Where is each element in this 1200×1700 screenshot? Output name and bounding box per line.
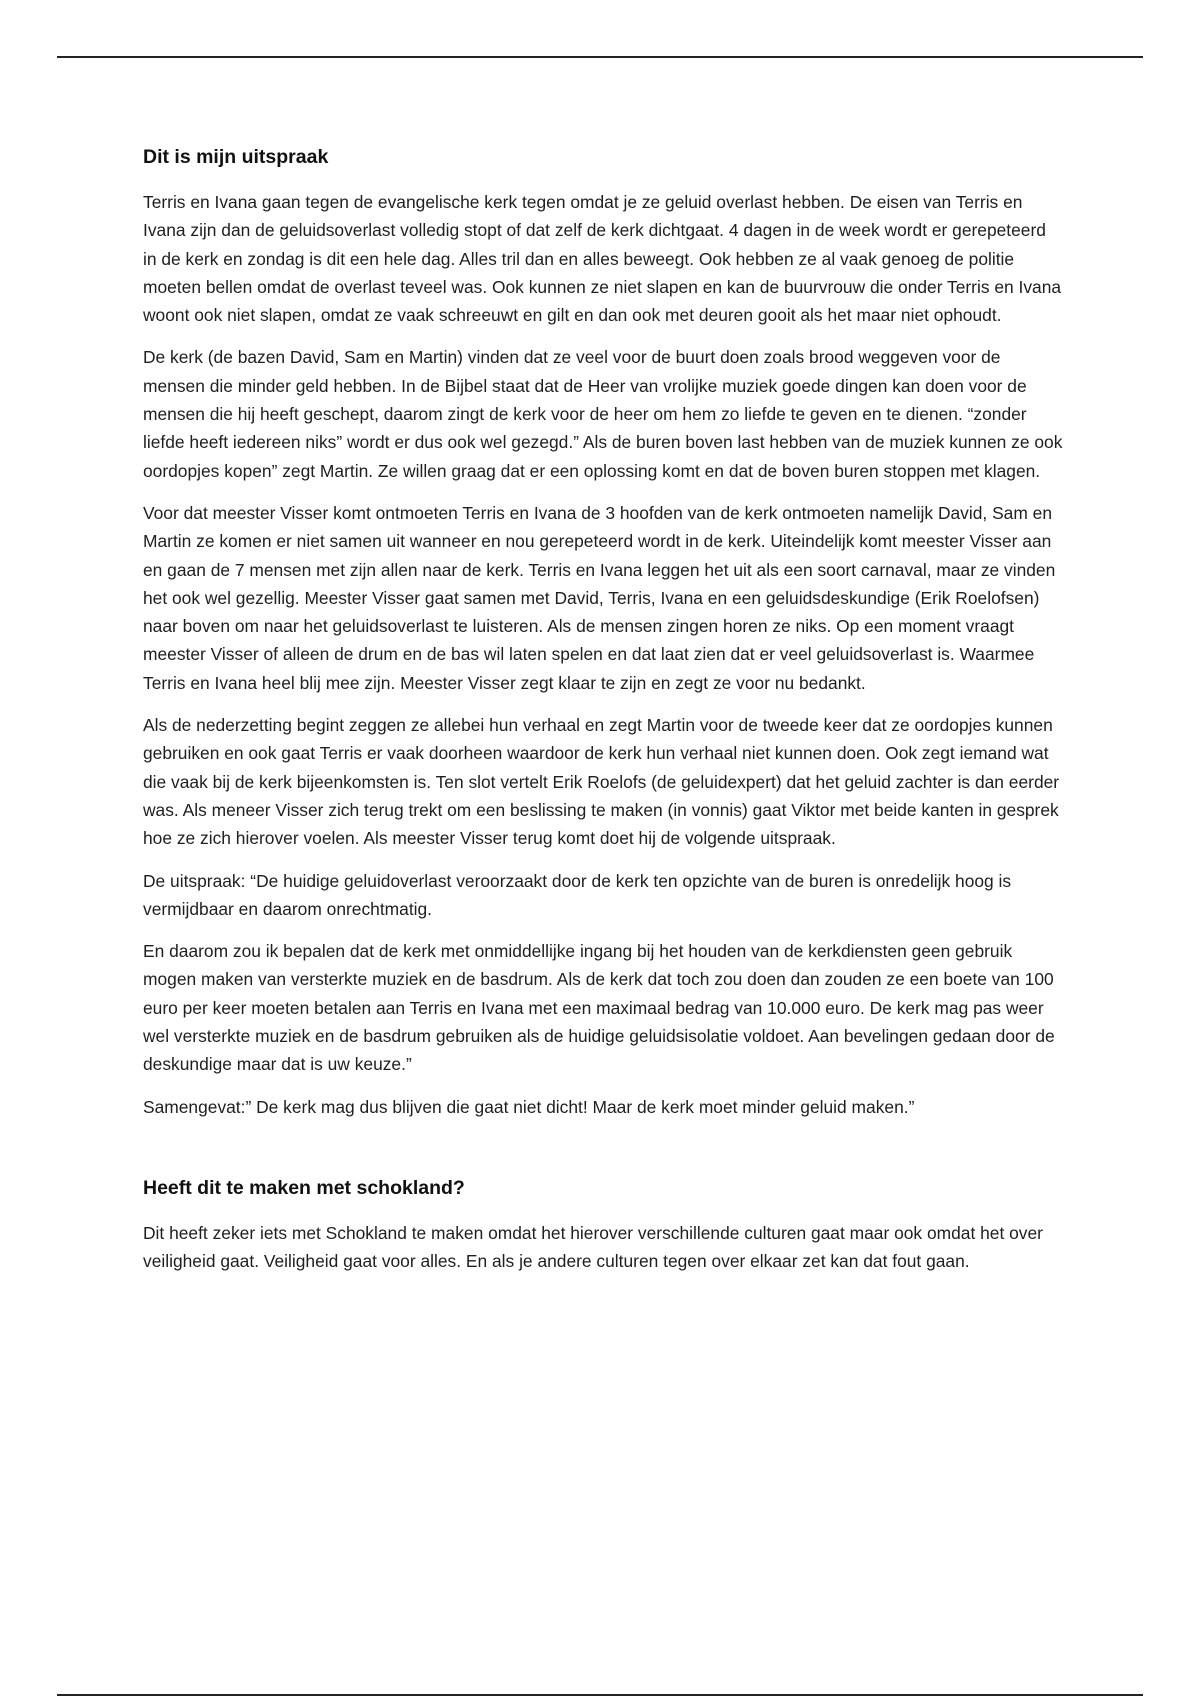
paragraph: De kerk (de bazen David, Sam en Martin) vinden dat ze veel voor de buurt doen zoals brood weggeven voor de mensen die minder geld hebben. In de Bijbel staat dat de Heer van vrolijke muziek goede dingen kan doen voor de mensen die hij heeft geschept, daarom zingt de kerk voor de heer om hem zo liefde te geven en te dienen. “zonder liefde heeft iedereen niks” wordt er dus ook wel gezegd.” Als de buren boven last hebben van de muziek kunnen ze ook oordopjes kopen” zegt Martin. Ze willen graag dat er een oplossing komt en dat de boven buren stoppen met klagen. — [143, 347, 1063, 481]
paragraph: Voor dat meester Visser komt ontmoeten Terris en Ivana de 3 hoofden van de kerk ontmoeten namelijk David, Sam en Martin ze komen er niet samen uit wanneer en nou gerepeteerd wordt in de kerk. Uiteindelijk komt meester Visser aan en gaan de 7 mensen met zijn allen naar de kerk. Terris en Ivana leggen het uit als een soort carnaval, maar ze vinden het ook wel gezellig. Meester Visser gaat samen met David, Terris, Ivana en een geluidsdeskundige (Erik Roelofsen) naar boven om naar het geluidsoverlast te luisteren. Als de mensen zingen horen ze niks. Op een moment vraagt meester Visser of alleen de drum en de bas wil laten spelen en dat laat zien dat er veel geluidsoverlast is. Waarmee Terris en Ivana heel blij mee zijn. Meester Visser zegt klaar te zijn en zegt ze voor nu bedankt. — [143, 502, 1056, 693]
paragraph: En daarom zou ik bepalen dat de kerk met onmiddellijke ingang bij het houden van de kerkdiensten geen gebruik mogen maken van versterkte muziek en de basdrum. Als de kerk dat toch zou doen dan zouden ze een boete van 100 euro per keer moeten betalen aan Terris en Ivana met een maximaal bedrag van 10.000 euro. De kerk mag pas weer wel versterkte muziek en de basdrum gebruiken als de huidige geluidsisolatie voldoet. Aan bevelingen gedaan door de deskundige maar dat is uw keuze.” — [143, 941, 1055, 1075]
section-heading: Dit is mijn uitspraak — [143, 146, 329, 168]
bottom-rule — [57, 1694, 1143, 1696]
section-heading: Heeft dit te maken met schokland? — [143, 1176, 465, 1199]
paragraph: Terris en Ivana gaan tegen de evangelische kerk tegen omdat je ze geluid overlast hebben. De eisen van Terris en Ivana zijn dan de geluidsoverlast volledig stopt of dat zelf de kerk dichtgaat. 4 dagen in de week wordt er gerepeteerd in de kerk en zondag is dit een hele dag. Alles tril dan en alles beweegt. Ook hebben ze al vaak genoeg de politie moeten bellen omdat de overlast teveel was. Ook kunnen ze niet slapen en kan de buurvrouw die onder Terris en Ivana woont ook niet slapen, omdat ze vaak schreeuwt en gilt en dan ook met deuren gooit als het maar niet ophoudt. — [143, 192, 1062, 326]
paragraph: De uitspraak: “De huidige geluidoverlast veroorzaakt door de kerk ten opzichte van de buren is onredelijk hoog is vermijdbaar en daarom onrechtmatig. — [143, 870, 1012, 919]
paragraph: Samengevat:” De kerk mag dus blijven die gaat niet dicht! Maar de kerk moet minder geluid maken.” — [143, 1096, 915, 1117]
section-schokland — [143, 1173, 1063, 1276]
paragraph: Als de nederzetting begint zeggen ze allebei hun verhaal en zegt Martin voor de tweede keer dat ze oordopjes kunnen gebruiken en ook gaat Terris er vaak doorheen waardoor de kerk hun verhaal niet kunnen doen. Ook zegt iemand wat die vaak bij de kerk bijeenkomsten is. Ten slot vertelt Erik Roelofs (de geluidexpert) dat het geluid zachter is dan eerder was. Als meneer Visser zich terug trekt om een beslissing te maken (in vonnis) gaat Viktor met beide kanten in gesprek hoe ze zich hierover voelen. Als meester Visser terug komt doet hij de volgende uitspraak. — [143, 715, 1060, 849]
paragraph: Dit heeft zeker iets met Schokland te maken omdat het hierover verschillende culturen gaat maar ook omdat het over veiligheid gaat. Veiligheid gaat voor alles. En als je andere culturen tegen over elkaar zet kan dat fout gaan. — [143, 1222, 1043, 1272]
document-body — [143, 142, 1063, 1290]
top-rule — [57, 56, 1143, 58]
section-uitspraak — [143, 142, 1063, 1121]
